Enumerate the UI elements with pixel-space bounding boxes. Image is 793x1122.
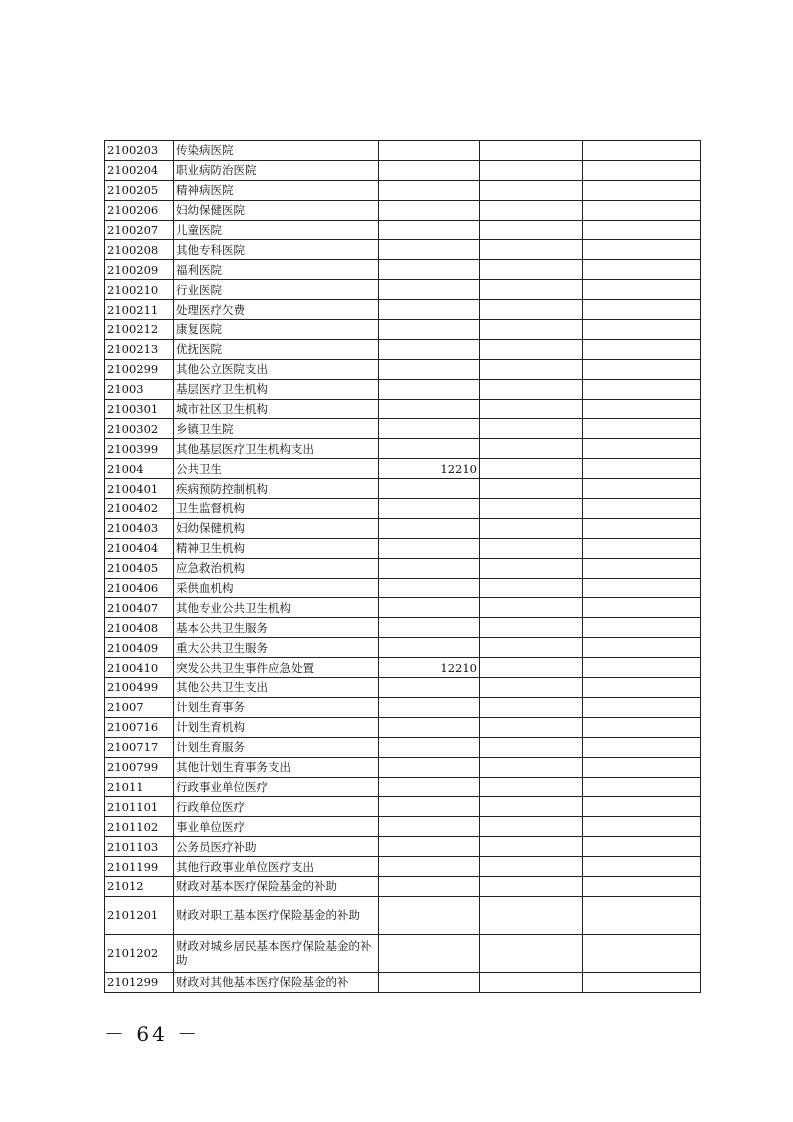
code-cell: 2100204 <box>105 160 174 180</box>
empty-cell <box>480 638 583 658</box>
empty-cell <box>480 479 583 499</box>
table-row <box>105 518 701 538</box>
amount-cell <box>379 300 480 320</box>
item-name-cell: 财政对城乡居民基本医疗保险基金的补助 <box>174 934 379 972</box>
empty-cell <box>583 658 701 678</box>
code-cell: 2100211 <box>105 300 174 320</box>
empty-cell <box>480 499 583 519</box>
item-name-cell: 职业病防治医院 <box>174 160 379 180</box>
empty-cell <box>583 618 701 638</box>
empty-cell <box>480 240 583 260</box>
item-name-cell: 优抚医院 <box>174 339 379 359</box>
amount-cell <box>379 896 480 934</box>
amount-cell <box>379 280 480 300</box>
table-row <box>105 240 701 260</box>
code-cell: 2101299 <box>105 972 174 992</box>
amount-cell <box>379 141 480 161</box>
item-name-cell: 精神卫生机构 <box>174 538 379 558</box>
code-cell: 2100213 <box>105 339 174 359</box>
table-row <box>105 934 701 972</box>
code-cell: 2100403 <box>105 518 174 538</box>
item-name-cell: 儿童医院 <box>174 220 379 240</box>
empty-cell <box>583 379 701 399</box>
empty-cell <box>583 320 701 340</box>
table-row <box>105 479 701 499</box>
item-name-cell: 疾病预防控制机构 <box>174 479 379 499</box>
amount-cell <box>379 972 480 992</box>
amount-cell: 12210 <box>379 658 480 678</box>
empty-cell <box>480 320 583 340</box>
empty-cell <box>480 857 583 877</box>
empty-cell <box>480 200 583 220</box>
item-name-cell: 计划生育机构 <box>174 717 379 737</box>
code-cell: 2100402 <box>105 499 174 519</box>
table-row <box>105 359 701 379</box>
empty-cell <box>583 857 701 877</box>
code-cell: 2100302 <box>105 419 174 439</box>
empty-cell <box>480 598 583 618</box>
empty-cell <box>583 459 701 479</box>
table-row <box>105 439 701 459</box>
code-cell: 2100209 <box>105 260 174 280</box>
empty-cell <box>480 141 583 161</box>
code-cell: 2100405 <box>105 558 174 578</box>
item-name-cell: 康复医院 <box>174 320 379 340</box>
amount-cell <box>379 737 480 757</box>
amount-cell <box>379 934 480 972</box>
budget-table-body <box>105 141 701 993</box>
empty-cell <box>480 678 583 698</box>
table-row <box>105 339 701 359</box>
code-cell: 2100799 <box>105 757 174 777</box>
item-name-cell: 其他基层医疗卫生机构支出 <box>174 439 379 459</box>
empty-cell <box>480 658 583 678</box>
empty-cell <box>583 280 701 300</box>
code-cell: 2100410 <box>105 658 174 678</box>
empty-cell <box>480 896 583 934</box>
code-cell: 21004 <box>105 459 174 479</box>
table-row <box>105 300 701 320</box>
code-cell: 2100212 <box>105 320 174 340</box>
table-row <box>105 837 701 857</box>
table-row <box>105 697 701 717</box>
empty-cell <box>480 538 583 558</box>
amount-cell <box>379 797 480 817</box>
empty-cell <box>480 777 583 797</box>
amount-cell <box>379 538 480 558</box>
amount-cell <box>379 339 480 359</box>
empty-cell <box>480 817 583 837</box>
amount-cell <box>379 359 480 379</box>
table-row <box>105 419 701 439</box>
item-name-cell: 其他公立医院支出 <box>174 359 379 379</box>
item-name-cell: 其他专科医院 <box>174 240 379 260</box>
code-cell: 2100407 <box>105 598 174 618</box>
item-name-cell: 重大公共卫生服务 <box>174 638 379 658</box>
empty-cell <box>480 837 583 857</box>
code-cell: 2100206 <box>105 200 174 220</box>
empty-cell <box>583 518 701 538</box>
empty-cell <box>583 240 701 260</box>
amount-cell <box>379 439 480 459</box>
empty-cell <box>480 180 583 200</box>
table-row <box>105 160 701 180</box>
item-name-cell: 基本公共卫生服务 <box>174 618 379 638</box>
empty-cell <box>480 618 583 638</box>
amount-cell <box>379 399 480 419</box>
item-name-cell: 妇幼保健医院 <box>174 200 379 220</box>
table-row <box>105 280 701 300</box>
item-name-cell: 公共卫生 <box>174 459 379 479</box>
amount-cell <box>379 578 480 598</box>
item-name-cell: 行政单位医疗 <box>174 797 379 817</box>
empty-cell <box>583 141 701 161</box>
code-cell: 2100399 <box>105 439 174 459</box>
item-name-cell: 突发公共卫生事件应急处置 <box>174 658 379 678</box>
code-cell: 21003 <box>105 379 174 399</box>
empty-cell <box>480 160 583 180</box>
item-name-cell: 其他行政事业单位医疗支出 <box>174 857 379 877</box>
code-cell: 2100408 <box>105 618 174 638</box>
empty-cell <box>583 558 701 578</box>
empty-cell <box>583 578 701 598</box>
empty-cell <box>480 220 583 240</box>
table-row <box>105 558 701 578</box>
table-row <box>105 797 701 817</box>
table-row <box>105 817 701 837</box>
table-row <box>105 578 701 598</box>
table-row <box>105 638 701 658</box>
empty-cell <box>583 797 701 817</box>
item-name-cell: 财政对其他基本医疗保险基金的补 <box>174 972 379 992</box>
empty-cell <box>480 379 583 399</box>
empty-cell <box>583 359 701 379</box>
empty-cell <box>480 797 583 817</box>
amount-cell <box>379 678 480 698</box>
table-row <box>105 200 701 220</box>
empty-cell <box>583 399 701 419</box>
amount-cell <box>379 200 480 220</box>
empty-cell <box>480 876 583 896</box>
empty-cell <box>480 260 583 280</box>
empty-cell <box>480 339 583 359</box>
empty-cell <box>583 538 701 558</box>
empty-cell <box>480 697 583 717</box>
item-name-cell: 事业单位医疗 <box>174 817 379 837</box>
item-name-cell: 传染病医院 <box>174 141 379 161</box>
empty-cell <box>583 160 701 180</box>
table-row <box>105 618 701 638</box>
item-name-cell: 其他专业公共卫生机构 <box>174 598 379 618</box>
budget-table <box>104 140 701 993</box>
empty-cell <box>583 200 701 220</box>
amount-cell <box>379 876 480 896</box>
empty-cell <box>480 399 583 419</box>
code-cell: 2101103 <box>105 837 174 857</box>
amount-cell <box>379 817 480 837</box>
amount-cell <box>379 598 480 618</box>
code-cell: 2100716 <box>105 717 174 737</box>
empty-cell <box>480 737 583 757</box>
empty-cell <box>480 558 583 578</box>
amount-cell: 12210 <box>379 459 480 479</box>
empty-cell <box>583 678 701 698</box>
code-cell: 2101201 <box>105 896 174 934</box>
code-cell: 2100409 <box>105 638 174 658</box>
empty-cell <box>583 638 701 658</box>
empty-cell <box>583 339 701 359</box>
item-name-cell: 精神病医院 <box>174 180 379 200</box>
amount-cell <box>379 757 480 777</box>
code-cell: 2100404 <box>105 538 174 558</box>
table-row <box>105 717 701 737</box>
amount-cell <box>379 618 480 638</box>
empty-cell <box>583 737 701 757</box>
code-cell: 2101101 <box>105 797 174 817</box>
table-row <box>105 399 701 419</box>
empty-cell <box>583 972 701 992</box>
code-cell: 2101102 <box>105 817 174 837</box>
empty-cell <box>583 896 701 934</box>
empty-cell <box>583 300 701 320</box>
table-row <box>105 379 701 399</box>
item-name-cell: 妇幼保健机构 <box>174 518 379 538</box>
table-row <box>105 857 701 877</box>
amount-cell <box>379 180 480 200</box>
item-name-cell: 计划生育服务 <box>174 737 379 757</box>
item-name-cell: 基层医疗卫生机构 <box>174 379 379 399</box>
amount-cell <box>379 638 480 658</box>
table-row <box>105 538 701 558</box>
empty-cell <box>583 180 701 200</box>
table-row <box>105 876 701 896</box>
code-cell: 2100717 <box>105 737 174 757</box>
table-row <box>105 260 701 280</box>
amount-cell <box>379 379 480 399</box>
table-row <box>105 499 701 519</box>
amount-cell <box>379 857 480 877</box>
empty-cell <box>480 439 583 459</box>
amount-cell <box>379 220 480 240</box>
code-cell: 2100210 <box>105 280 174 300</box>
empty-cell <box>583 260 701 280</box>
empty-cell <box>480 518 583 538</box>
code-cell: 2100299 <box>105 359 174 379</box>
code-cell: 2100401 <box>105 479 174 499</box>
empty-cell <box>480 419 583 439</box>
item-name-cell: 福利医院 <box>174 260 379 280</box>
amount-cell <box>379 499 480 519</box>
amount-cell <box>379 777 480 797</box>
empty-cell <box>480 459 583 479</box>
code-cell: 2101199 <box>105 857 174 877</box>
amount-cell <box>379 419 480 439</box>
empty-cell <box>583 757 701 777</box>
table-row <box>105 777 701 797</box>
code-cell: 2100207 <box>105 220 174 240</box>
item-name-cell: 其他公共卫生支出 <box>174 678 379 698</box>
code-cell: 2100208 <box>105 240 174 260</box>
item-name-cell: 采供血机构 <box>174 578 379 598</box>
code-cell: 2100301 <box>105 399 174 419</box>
empty-cell <box>583 598 701 618</box>
empty-cell <box>583 934 701 972</box>
page-number: － 64 － <box>104 1022 201 1046</box>
amount-cell <box>379 558 480 578</box>
code-cell: 21012 <box>105 876 174 896</box>
empty-cell <box>480 934 583 972</box>
table-row <box>105 598 701 618</box>
code-cell: 21011 <box>105 777 174 797</box>
amount-cell <box>379 260 480 280</box>
item-name-cell: 其他计划生育事务支出 <box>174 757 379 777</box>
empty-cell <box>583 837 701 857</box>
empty-cell <box>583 479 701 499</box>
empty-cell <box>583 876 701 896</box>
item-name-cell: 计划生育事务 <box>174 697 379 717</box>
amount-cell <box>379 518 480 538</box>
item-name-cell: 行业医院 <box>174 280 379 300</box>
table-row <box>105 737 701 757</box>
empty-cell <box>480 972 583 992</box>
amount-cell <box>379 837 480 857</box>
item-name-cell: 卫生监督机构 <box>174 499 379 519</box>
empty-cell <box>480 757 583 777</box>
amount-cell <box>379 717 480 737</box>
empty-cell <box>480 280 583 300</box>
empty-cell <box>480 359 583 379</box>
item-name-cell: 财政对职工基本医疗保险基金的补助 <box>174 896 379 934</box>
item-name-cell: 乡镇卫生院 <box>174 419 379 439</box>
code-cell: 2100203 <box>105 141 174 161</box>
table-row <box>105 896 701 934</box>
table-row <box>105 320 701 340</box>
empty-cell <box>583 777 701 797</box>
empty-cell <box>583 499 701 519</box>
empty-cell <box>583 439 701 459</box>
empty-cell <box>480 300 583 320</box>
table-row <box>105 658 701 678</box>
code-cell: 21007 <box>105 697 174 717</box>
item-name-cell: 应急救治机构 <box>174 558 379 578</box>
item-name-cell: 处理医疗欠费 <box>174 300 379 320</box>
empty-cell <box>583 220 701 240</box>
empty-cell <box>480 578 583 598</box>
amount-cell <box>379 479 480 499</box>
item-name-cell: 财政对基本医疗保险基金的补助 <box>174 876 379 896</box>
empty-cell <box>583 817 701 837</box>
empty-cell <box>583 419 701 439</box>
item-name-cell: 城市社区卫生机构 <box>174 399 379 419</box>
table-row <box>105 180 701 200</box>
amount-cell <box>379 160 480 180</box>
table-row <box>105 972 701 992</box>
code-cell: 2101202 <box>105 934 174 972</box>
empty-cell <box>583 717 701 737</box>
item-name-cell: 行政事业单位医疗 <box>174 777 379 797</box>
table-row <box>105 678 701 698</box>
code-cell: 2100499 <box>105 678 174 698</box>
empty-cell <box>583 697 701 717</box>
amount-cell <box>379 320 480 340</box>
code-cell: 2100205 <box>105 180 174 200</box>
empty-cell <box>480 717 583 737</box>
item-name-cell: 公务员医疗补助 <box>174 837 379 857</box>
amount-cell <box>379 697 480 717</box>
table-row <box>105 757 701 777</box>
code-cell: 2100406 <box>105 578 174 598</box>
amount-cell <box>379 240 480 260</box>
table-row <box>105 459 701 479</box>
table-row <box>105 220 701 240</box>
table-row <box>105 141 701 161</box>
